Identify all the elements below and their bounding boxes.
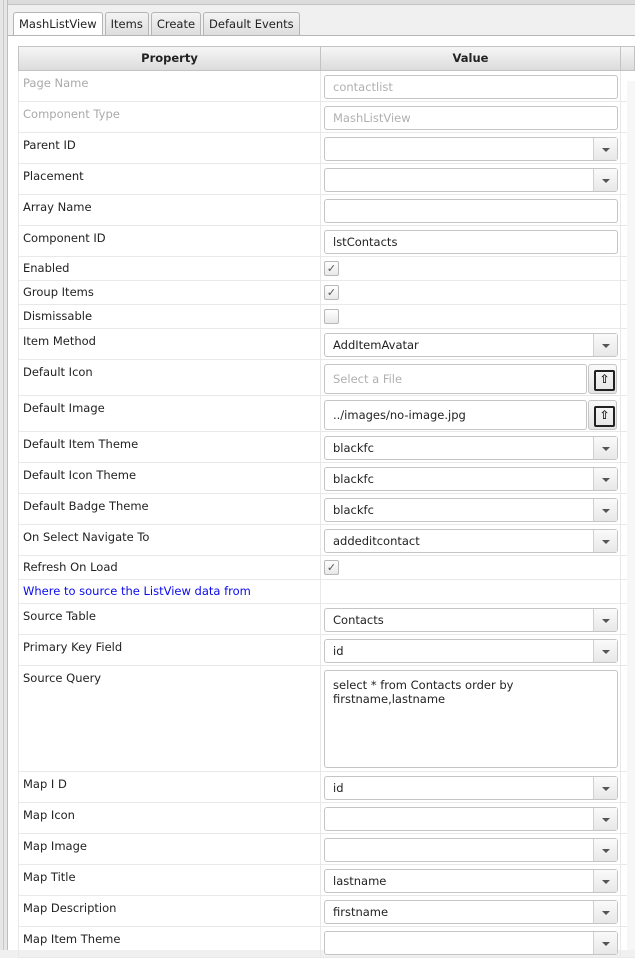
property-row-component-id — [18, 226, 635, 257]
property-row-map-image — [18, 834, 635, 865]
chevron-down-icon[interactable] — [593, 334, 617, 356]
value-cell — [321, 281, 621, 304]
property-label: Map Title — [19, 865, 321, 895]
item-method-select[interactable] — [324, 333, 618, 357]
chevron-down-icon[interactable] — [593, 530, 617, 552]
value-cell — [321, 635, 621, 665]
property-row-default-image — [18, 396, 635, 432]
page-name-input: contactlist — [324, 75, 618, 99]
property-row-array-name — [18, 195, 635, 226]
tab-bar — [13, 12, 300, 36]
map-item-theme-select[interactable] — [324, 931, 618, 955]
value-cell — [321, 226, 621, 256]
value-cell — [321, 71, 621, 101]
value-cell — [321, 896, 621, 926]
parent-id-select[interactable] — [324, 137, 618, 161]
map-description-select[interactable] — [324, 900, 618, 924]
left-splitter[interactable] — [0, 0, 8, 950]
property-label: Dismissable — [19, 305, 321, 328]
property-row-map-i-d — [18, 772, 635, 803]
value-cell — [321, 803, 621, 833]
property-label: Map Image — [19, 834, 321, 864]
property-row-map-description — [18, 896, 635, 927]
property-row-on-select-navigate-to — [18, 525, 635, 556]
selected-value: AddItemAvatar — [333, 338, 419, 352]
property-label: Page Name — [19, 71, 321, 101]
tab-create[interactable]: Create — [151, 12, 201, 35]
map-image-select[interactable] — [324, 838, 618, 862]
selected-value: firstname — [333, 905, 389, 919]
map-title-select[interactable] — [324, 869, 618, 893]
property-row-source-table — [18, 604, 635, 635]
property-row-default-item-theme — [18, 432, 635, 463]
upload-icon[interactable] — [588, 364, 617, 394]
value-cell — [321, 133, 621, 163]
property-label: Primary Key Field — [19, 635, 321, 665]
property-row-source-query — [18, 666, 635, 772]
chevron-down-icon[interactable] — [593, 468, 617, 490]
selected-value: Contacts — [333, 613, 384, 627]
property-row-where-to-source-the-listview-data-from — [18, 580, 635, 604]
chevron-down-icon[interactable] — [593, 437, 617, 459]
chevron-down-icon[interactable] — [593, 169, 617, 191]
default-item-theme-select[interactable] — [324, 436, 618, 460]
default-icon-file-input[interactable]: Select a File — [324, 364, 587, 394]
table-body — [18, 71, 635, 958]
refresh-on-load-checkbox[interactable]: ✓ — [324, 560, 339, 575]
selected-value: id — [333, 644, 344, 658]
placement-select[interactable] — [324, 168, 618, 192]
value-cell — [321, 195, 621, 225]
chevron-down-icon[interactable] — [593, 138, 617, 160]
chevron-down-icon[interactable] — [593, 839, 617, 861]
column-header-value[interactable]: Value — [321, 47, 621, 70]
property-row-default-icon — [18, 360, 635, 396]
dismissable-checkbox[interactable] — [324, 309, 339, 324]
property-panel — [8, 35, 635, 950]
property-row-enabled — [18, 257, 635, 281]
tab-items[interactable]: Items — [105, 12, 149, 35]
source-table-select[interactable] — [324, 608, 618, 632]
property-row-dismissable — [18, 305, 635, 329]
value-cell — [321, 305, 621, 328]
default-image-file-input[interactable]: ../images/no-image.jpg — [324, 400, 587, 430]
chevron-down-icon[interactable] — [593, 609, 617, 631]
property-row-default-icon-theme — [18, 463, 635, 494]
property-label: Default Item Theme — [19, 432, 321, 462]
top-border — [8, 0, 635, 5]
value-cell — [321, 525, 621, 555]
property-row-group-items — [18, 281, 635, 305]
property-row-component-type — [18, 102, 635, 133]
property-label: Default Badge Theme — [19, 494, 321, 524]
property-label: Default Icon Theme — [19, 463, 321, 493]
value-cell — [321, 666, 621, 771]
property-row-map-item-theme — [18, 927, 635, 958]
chevron-down-icon[interactable] — [593, 870, 617, 892]
table-header — [18, 46, 635, 71]
chevron-down-icon[interactable] — [593, 901, 617, 923]
property-label: Map Description — [19, 896, 321, 926]
array-name-input[interactable] — [324, 199, 618, 223]
component-id-input[interactable]: lstContacts — [324, 230, 618, 254]
property-row-page-name — [18, 71, 635, 102]
value-cell — [321, 164, 621, 194]
map-icon-select[interactable] — [324, 807, 618, 831]
property-label: Item Method — [19, 329, 321, 359]
value-cell — [321, 360, 621, 395]
property-label: Placement — [19, 164, 321, 194]
property-row-parent-id — [18, 133, 635, 164]
property-label: Map I D — [19, 772, 321, 802]
property-label: Source Table — [19, 604, 321, 634]
property-label: Default Image — [19, 396, 321, 431]
value-cell — [321, 580, 621, 603]
value-cell — [321, 463, 621, 493]
property-row-placement — [18, 164, 635, 195]
property-label: Map Icon — [19, 803, 321, 833]
value-cell — [321, 772, 621, 802]
upload-icon[interactable] — [588, 400, 617, 430]
property-label: Enabled — [19, 257, 321, 280]
value-cell — [321, 257, 621, 280]
property-label: Array Name — [19, 195, 321, 225]
section-label: Where to source the ListView data from — [19, 580, 321, 603]
default-badge-theme-select[interactable] — [324, 498, 618, 522]
column-header-property[interactable]: Property — [19, 47, 321, 70]
default-icon-theme-select[interactable] — [324, 467, 618, 491]
property-table — [18, 46, 635, 958]
source-query-textarea[interactable]: select * from Contacts order by firstname,lastname — [324, 670, 618, 768]
chevron-down-icon[interactable] — [593, 777, 617, 799]
property-label: Group Items — [19, 281, 321, 304]
vertical-scrollbar[interactable] — [627, 81, 635, 950]
value-cell — [321, 927, 621, 957]
value-cell — [321, 865, 621, 895]
selected-value: lastname — [333, 874, 387, 888]
primary-key-field-select[interactable] — [324, 639, 618, 663]
on-select-navigate-to-select[interactable] — [324, 529, 618, 553]
property-row-item-method — [18, 329, 635, 360]
map-i-d-select[interactable] — [324, 776, 618, 800]
chevron-down-icon[interactable] — [593, 808, 617, 830]
chevron-down-icon[interactable] — [593, 640, 617, 662]
property-label: Default Icon — [19, 360, 321, 395]
component-type-input: MashListView — [324, 106, 618, 130]
value-cell — [321, 604, 621, 634]
selected-value: blackfc — [333, 441, 374, 455]
property-label: Refresh On Load — [19, 556, 321, 579]
selected-value: blackfc — [333, 503, 374, 517]
property-row-default-badge-theme — [18, 494, 635, 525]
property-label: Map Item Theme — [19, 927, 321, 957]
property-row-refresh-on-load — [18, 556, 635, 580]
property-row-map-title — [18, 865, 635, 896]
value-cell — [321, 834, 621, 864]
value-cell — [321, 494, 621, 524]
property-label: Component ID — [19, 226, 321, 256]
tab-default-events[interactable]: Default Events — [203, 12, 300, 35]
selected-value: addeditcontact — [333, 534, 420, 548]
value-cell — [321, 556, 621, 579]
property-label: Source Query — [19, 666, 321, 771]
value-cell — [321, 396, 621, 431]
property-label: Parent ID — [19, 133, 321, 163]
chevron-down-icon[interactable] — [593, 499, 617, 521]
property-label: On Select Navigate To — [19, 525, 321, 555]
group-items-checkbox[interactable]: ✓ — [324, 285, 339, 300]
enabled-checkbox[interactable]: ✓ — [324, 261, 339, 276]
tab-mashlistview[interactable]: MashListView — [13, 12, 103, 36]
value-cell — [321, 329, 621, 359]
value-cell — [321, 432, 621, 462]
chevron-down-icon[interactable] — [593, 932, 617, 954]
selected-value: id — [333, 781, 344, 795]
selected-value: blackfc — [333, 472, 374, 486]
value-cell — [321, 102, 621, 132]
property-row-map-icon — [18, 803, 635, 834]
property-label: Component Type — [19, 102, 321, 132]
property-row-primary-key-field — [18, 635, 635, 666]
